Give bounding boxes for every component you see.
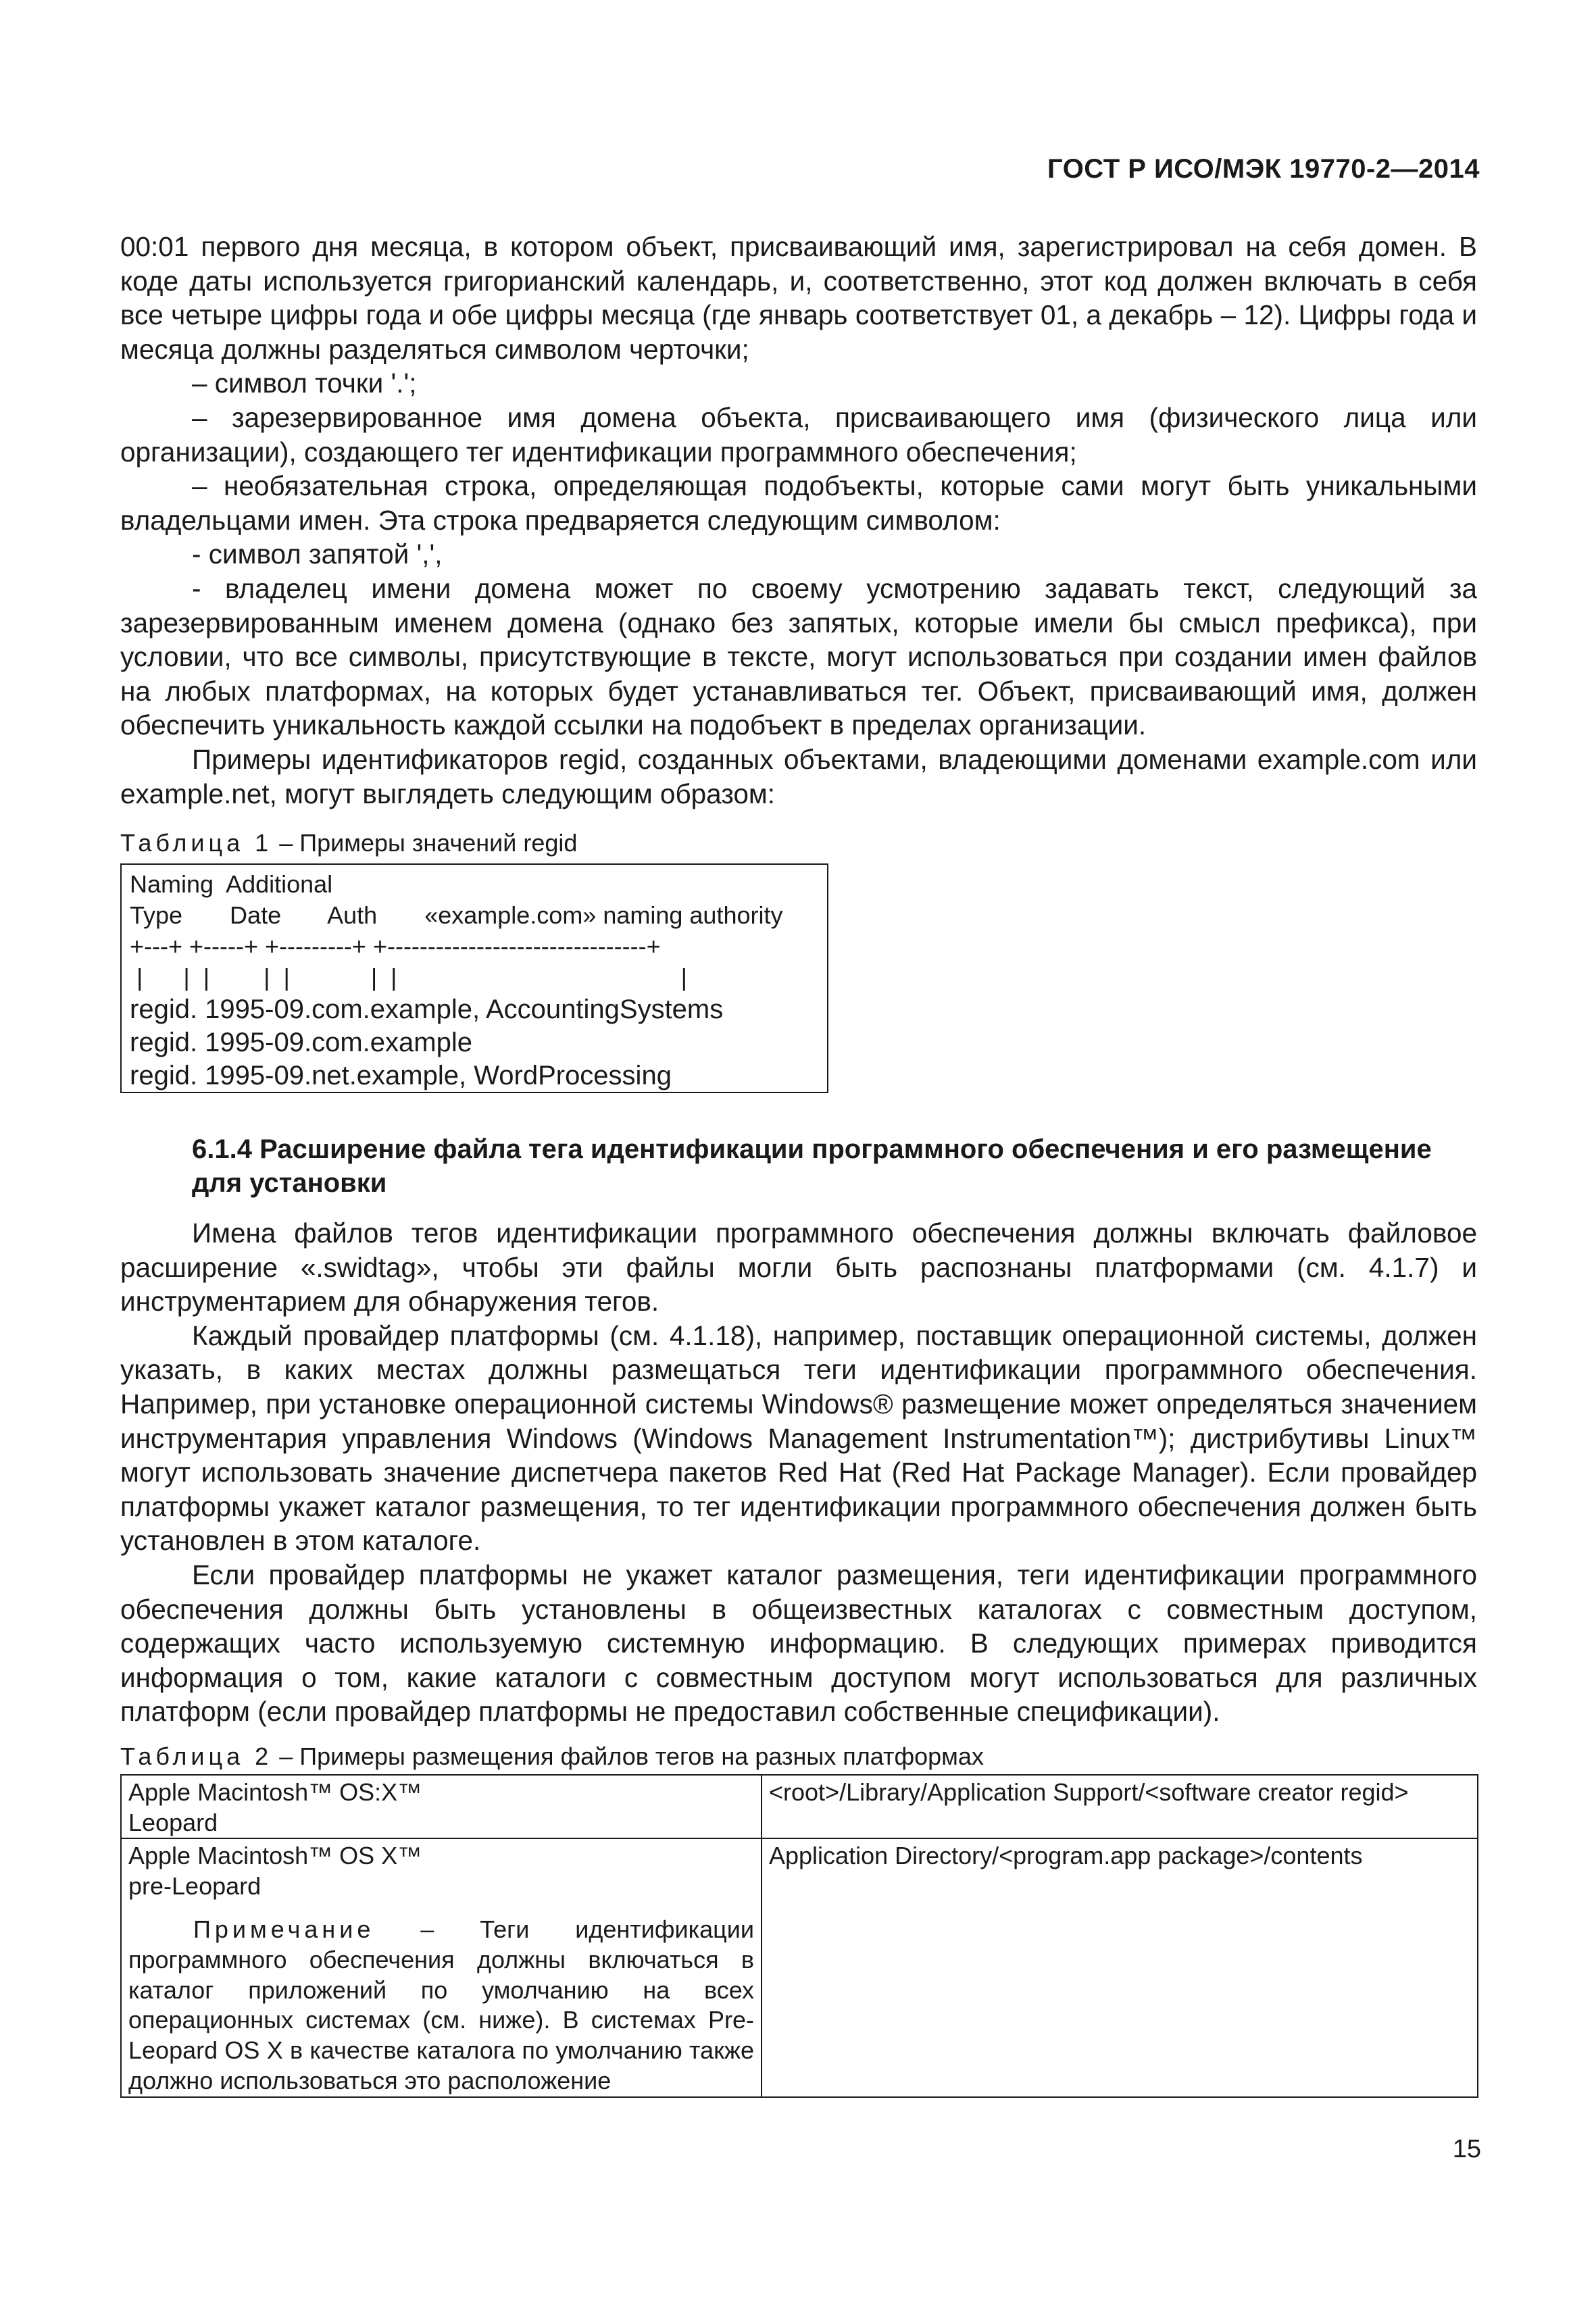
platform-name: Apple Macintosh™ OS X™	[128, 1842, 422, 1869]
platform-version: pre-Leopard	[128, 1872, 261, 1900]
table-note	[128, 1915, 754, 2096]
table-1-regid-row: regid. 1995-09.com.example	[130, 1028, 472, 1057]
table-1-caption-title: – Примеры значений regid	[272, 829, 578, 857]
table-cell-path	[762, 1775, 1478, 1838]
install-path: <root>/Library/Application Support/<software creator regid>	[769, 1778, 1409, 1806]
table-2-caption-title: – Примеры размещения файлов тегов на разных платформах	[272, 1742, 984, 1770]
paragraph: – зарезервированное имя домена объекта, присваивающего имя (физического лица или организации), создающего тег идентификации программного обеспечения;	[120, 401, 1477, 468]
note-label: Примечание	[193, 1915, 375, 1943]
note-text: – Теги идентификации программного обеспечения должны включаться в каталог приложений по умолчанию на всех операционных системах (см. ниже). В системах Pre-Leopard OS X в качестве каталога по умолчанию также должно использоваться это расположение	[128, 1915, 754, 2094]
table-1-separator-line: | | | | | | | |	[130, 963, 687, 991]
paragraph-block-2	[120, 1216, 1477, 1729]
table-1-regid-row: regid. 1995-09.net.example, WordProcessing	[130, 1061, 672, 1090]
platform-version: Leopard	[128, 1809, 218, 1836]
table-2-tag-locations	[120, 1774, 1478, 2098]
table-cell-platform	[121, 1838, 762, 2097]
page-number: 15	[1452, 2135, 1481, 2163]
paragraph: – символ точки '.';	[192, 368, 417, 399]
table-1-caption-label: Таблица 1	[120, 829, 273, 857]
paragraph: Имена файлов тегов идентификации программного обеспечения должны включать файловое расширение «.swidtag», чтобы эти файлы могли быть распознаны платформами (см. 4.1.7) и инструментарием для обнаружения тегов.	[120, 1217, 1477, 1317]
table-1-regid-examples	[120, 863, 828, 1093]
table-1-regid-row: regid. 1995-09.com.example, AccountingSystems	[130, 995, 724, 1024]
table-row	[121, 1775, 1478, 1838]
paragraph: Каждый провайдер платформы (см. 4.1.18), например, поставщик операционной системы, должен указать, в каких местах должны размещаться теги идентификации программного обеспечения. Например, при установке операционной системы Windows® размещение может определяться значением инструментария управления Windows (Windows Management Instrumentation™); дистрибутивы Linux™ могут использовать значение диспетчера пакетов Red Hat (Red Hat Package Manager). Если провайдер платформы укажет каталог размещения, то тег идентификации программного обеспечения должен быть установлен в этом каталоге.	[120, 1319, 1477, 1557]
paragraph: Примеры идентификаторов regid, созданных объектами, владеющими доменами example.com или example.net, могут выглядеть следующим образом:	[120, 743, 1477, 809]
table-1-header-line: Type Date Auth «example.com» naming authority	[130, 901, 783, 929]
paragraph: Если провайдер платформы не укажет каталог размещения, теги идентификации программного обеспечения должны быть установлены в общеизвестных каталогах с совместным доступом, содержащих часто используемую системную информацию. В следующих примерах приводится информация о том, какие каталоги с совместным доступом могут использоваться для различных платформ (если провайдер платформы не предоставил собственные спецификации).	[120, 1559, 1477, 1728]
paragraph: 00:01 первого дня месяца, в котором объект, присваивающий имя, зарегистрировал на себя домен. В коде даты используется григорианский календарь, и, соответственно, этот код должен включать в себя все четыре цифры года и обе цифры месяца (где январь соответствует 01, а декабрь – 12). Цифры года и месяца должны разделяться символом черточки;	[120, 231, 1477, 365]
table-cell-path	[762, 1838, 1478, 2097]
table-row	[121, 1838, 1478, 2097]
table-1-header-line: Naming Additional	[130, 870, 333, 898]
platform-name: Apple Macintosh™ OS:X™	[128, 1778, 422, 1806]
paragraph: – необязательная строка, определяющая подобъекты, которые сами могут быть уникальными владельцами имен. Эта строка предваряется следующим символом:	[120, 470, 1477, 536]
section-heading: 6.1.4 Расширение файла тега идентификации программного обеспечения и его размещение для установки	[192, 1134, 1432, 1198]
paragraph-block-1	[120, 230, 1477, 811]
table-1-separator-line: +---+ +-----+ +---------+ +--------------------------------+	[130, 932, 661, 960]
paragraph: - владелец имени домена может по своему усмотрению задавать текст, следующий за зарезервированным именем домена (однако без запятых, которые имели бы смысл префикса), при условии, что все символы, присутствующие в тексте, могут использоваться при создании имен файлов на любых платформах, на которых будет устанавливаться тег. Объект, присваивающий имя, должен обеспечить уникальность каждой ссылки на подобъект в пределах организации.	[120, 572, 1477, 741]
install-path: Application Directory/<program.app package>/contents	[769, 1842, 1363, 1869]
paragraph: - символ запятой ',',	[192, 538, 443, 570]
table-cell-platform	[121, 1775, 762, 1838]
document-code-header: ГОСТ Р ИСО/МЭК 19770-2—2014	[1047, 154, 1480, 184]
table-2-caption	[120, 1742, 984, 1771]
table-1-caption	[120, 828, 577, 858]
table-2-caption-label: Таблица 2	[120, 1742, 273, 1770]
